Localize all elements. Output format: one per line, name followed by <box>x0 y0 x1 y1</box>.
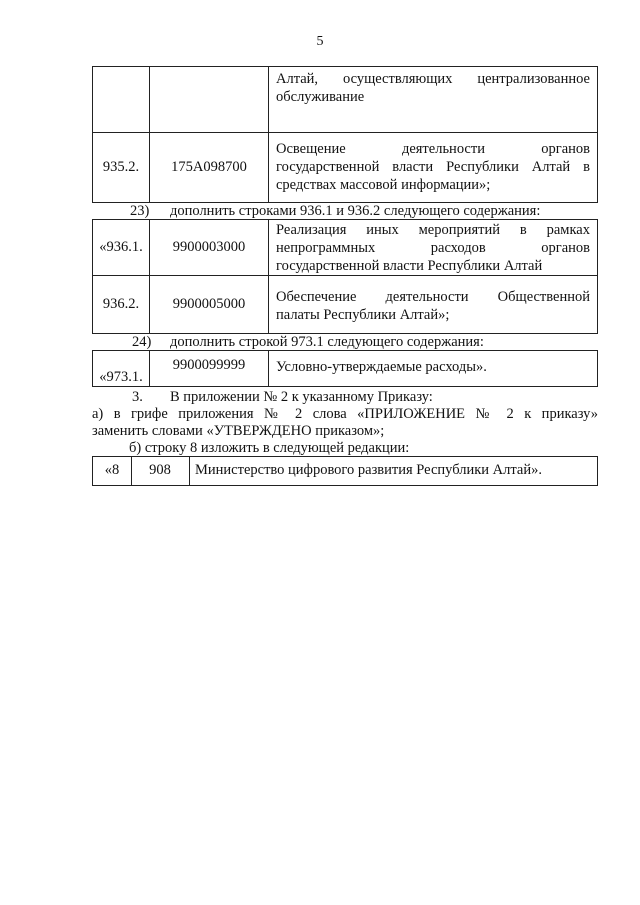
row-number: «973.1. <box>99 369 143 385</box>
row-text-line: Реализация иных мероприятий в рамках <box>276 222 590 238</box>
row-number: «936.1. <box>99 239 143 255</box>
page-number: 5 <box>316 34 324 49</box>
row-text-line: Алтай, осуществляющих централизованное <box>276 71 590 87</box>
table-border <box>189 456 190 485</box>
row-text: Условно-утверждаемые расходы». <box>276 359 487 375</box>
table-border <box>92 66 93 202</box>
table-border <box>597 456 598 485</box>
table-border <box>92 350 598 351</box>
table-border <box>268 66 269 202</box>
row-text-line: обслуживание <box>276 89 365 105</box>
row-code: 9900005000 <box>172 296 246 312</box>
row-code: 9900099999 <box>172 357 246 373</box>
table-border <box>92 386 598 387</box>
row-text-line: непрограммных расходов органов <box>276 240 590 256</box>
row-text-line: государственной власти Республики Алтай <box>276 258 543 274</box>
row-number: 935.2. <box>102 159 140 175</box>
row-code: 908 <box>149 462 171 478</box>
table-border <box>597 219 598 333</box>
row-text-line: государственной власти Республики Алтай в <box>276 159 590 175</box>
row-number: 936.2. <box>102 296 140 312</box>
table-border <box>92 66 598 67</box>
row-text-line: Освещение деятельности органов <box>276 141 590 157</box>
table-border <box>92 456 598 457</box>
table-border <box>149 219 150 333</box>
item-number: 3. <box>132 389 143 405</box>
table-border <box>92 219 93 333</box>
table-border <box>597 350 598 386</box>
table-border <box>597 66 598 202</box>
row-number: «8 <box>104 462 120 478</box>
table-border <box>92 275 598 276</box>
paragraph-b: б) строку 8 изложить в следующей редакции: <box>129 440 410 456</box>
item-text: В приложении № 2 к указанному Приказу: <box>170 389 433 405</box>
table-border <box>92 485 598 486</box>
row-text-line: Обеспечение деятельности Общественной <box>276 289 590 305</box>
row-text-line: палаты Республики Алтай»; <box>276 307 450 323</box>
paragraph-a-line: заменить словами «УТВЕРЖДЕНО приказом»; <box>92 423 385 439</box>
item-number: 23) <box>130 203 150 219</box>
row-code: 9900003000 <box>172 239 246 255</box>
table-border <box>92 132 598 133</box>
item-text: дополнить строкой 973.1 следующего содержания: <box>170 334 484 350</box>
paragraph-a-line: а) в грифе приложения № 2 слова «ПРИЛОЖЕНИЕ № 2 к приказу» <box>92 406 598 422</box>
row-text-line: средствах массовой информации»; <box>276 177 491 193</box>
row-code: 175А098700 <box>171 159 247 175</box>
item-text: дополнить строками 936.1 и 936.2 следующего содержания: <box>170 203 541 219</box>
item-number: 24) <box>132 334 152 350</box>
table-border <box>149 66 150 202</box>
table-border <box>268 219 269 333</box>
table-border <box>92 219 598 220</box>
row-text: Министерство цифрового развития Республики Алтай». <box>195 462 542 478</box>
